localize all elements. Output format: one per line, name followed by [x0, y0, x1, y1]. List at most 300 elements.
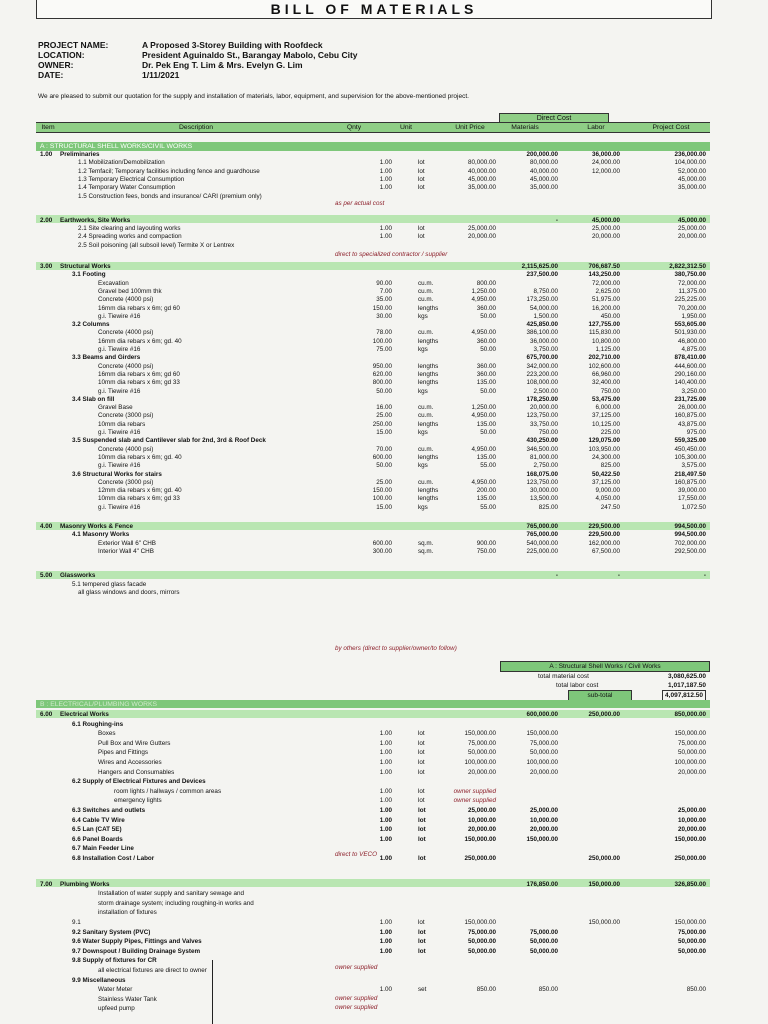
cell-lab: 115,830.00	[588, 329, 620, 337]
cell-cost: 104,000.00	[674, 159, 706, 167]
table-row	[36, 825, 710, 834]
cell-price: 900.00	[476, 539, 496, 547]
cell-desc: g.i. Tiewire #16	[98, 462, 141, 470]
table-row	[36, 796, 710, 805]
cell-lab: 37,125.00	[591, 478, 620, 486]
cell-desc: 3.4 Slab on fill	[72, 395, 115, 403]
cell-qty: 1.00	[379, 175, 392, 183]
cell-cost: 17,550.00	[677, 495, 706, 503]
cell-cost: 46,800.00	[677, 337, 706, 345]
cell-lab: 50,422.50	[591, 470, 620, 478]
cell-desc: 9.6 Water Supply Pipes, Fittings and Valves	[72, 938, 202, 946]
cell-lab: 250,000.00	[588, 711, 620, 718]
cell-price: 360.00	[476, 370, 496, 378]
table-row	[36, 748, 710, 757]
cell-qty: 150.00	[372, 487, 392, 495]
cell-mat: 150,000.00	[526, 730, 558, 738]
cell-lab: 20,000.00	[591, 233, 620, 241]
cell-lab: 150,000.00	[588, 880, 620, 888]
table-row	[36, 918, 710, 927]
cell-qty: 1.00	[379, 797, 392, 805]
table-row	[36, 710, 710, 719]
cell-cost: 45,000.00	[677, 175, 706, 183]
cell-item: 6.00	[40, 711, 53, 718]
cell-qty: 90.00	[376, 279, 392, 287]
cell-unit: lot	[418, 739, 425, 747]
cell-desc: Concrete (4000 psi)	[98, 362, 154, 370]
cell-cost: 994,500.00	[674, 523, 706, 530]
table-row	[36, 835, 710, 844]
cell-qty: 620.00	[372, 370, 392, 378]
column-header: Project Cost	[652, 124, 690, 131]
cell-desc: upfeed pump	[98, 1005, 135, 1013]
cell-lab: 25,000.00	[591, 225, 620, 233]
cell-price: 50.00	[480, 312, 496, 320]
cell-unit: kgs	[418, 387, 428, 395]
note-owner-supplied: owner supplied	[335, 1004, 378, 1011]
cell-unit: kgs	[418, 503, 428, 511]
cell-item: 7.00	[40, 880, 53, 888]
cell-desc: 2.1 Site clearing and layouting works	[78, 225, 181, 233]
cell-cost: 1,950.00	[681, 312, 706, 320]
direct-cost-header: Direct Cost	[499, 113, 609, 123]
cell-mat: 430,250.00	[526, 437, 558, 445]
cell-lab: 53,475.00	[591, 395, 620, 403]
cell-price: 150,000.00	[464, 919, 496, 926]
cell-lab: 162,000.00	[588, 539, 620, 547]
cell-cost: 75,000.00	[677, 928, 706, 936]
cell-desc: 9.8 Supply of fixtures for CR	[72, 957, 157, 965]
section-a-band: A : STRUCTURAL SHELL WORKS/CIVIL WORKS	[36, 142, 710, 151]
cell-mat: 100,000.00	[526, 759, 558, 766]
cell-price: 80,000.00	[467, 159, 496, 167]
cell-cost: 140,400.00	[674, 379, 706, 387]
table-row	[36, 547, 710, 556]
cell-lab: 150,000.00	[588, 919, 620, 926]
cell-cost: 292,500.00	[674, 547, 706, 555]
cell-price: 150,000.00	[464, 730, 496, 738]
cell-mat: 75,000.00	[529, 739, 558, 747]
cell-price: 55.00	[480, 503, 496, 511]
cell-cost: 150,000.00	[674, 730, 706, 738]
cell-mat: 123,750.00	[526, 478, 558, 486]
cell-desc: 3.6 Structural Works for stairs	[72, 470, 162, 478]
cell-desc: all electrical fixtures are direct to owner	[98, 967, 207, 974]
cell-qty: 100.00	[372, 337, 392, 345]
note-direct-veco: direct to VECO	[335, 851, 377, 858]
cell-desc: Boxes	[98, 730, 116, 738]
cell-desc: 4.1 Masonry Works	[72, 531, 130, 539]
cell-price: 50,000.00	[467, 938, 496, 946]
cell-unit: cu.m.	[418, 296, 434, 304]
cell-item: 4.00	[40, 523, 53, 530]
cell-qty: 25.00	[376, 412, 392, 420]
cell-unit: lot	[418, 759, 425, 766]
project-field-value: 1/11/2021	[142, 70, 180, 80]
cell-lab: 825.00	[600, 462, 620, 470]
table-row	[36, 720, 710, 729]
cell-cost: 35,000.00	[677, 184, 706, 192]
cell-mat: -	[555, 216, 558, 224]
cell-cost: 70,200.00	[677, 304, 706, 312]
cell-desc: Hangers and Consumables	[98, 768, 175, 776]
cell-item: 2.00	[40, 216, 53, 224]
cell-mat: 25,000.00	[529, 807, 558, 814]
cell-cost: 45,000.00	[677, 216, 706, 224]
cell-price: 4,950.00	[471, 478, 496, 486]
cell-lab: 750.00	[600, 387, 620, 395]
cell-price: owner supplied	[453, 797, 496, 805]
cell-cost: 52,000.00	[677, 167, 706, 175]
cell-price: 20,000.00	[467, 826, 496, 834]
cell-mat: 35,000.00	[529, 184, 558, 192]
column-header: Description	[179, 124, 213, 131]
cell-unit: kgs	[418, 346, 428, 353]
cell-price: 135.00	[476, 453, 496, 461]
cell-desc: 6.5 Lan (CAT 5E)	[72, 826, 122, 834]
cell-item: 3.00	[40, 263, 53, 270]
cell-desc: 16mm dia rebars x 6m; gd 60	[98, 370, 180, 378]
summary-value: 1,017,187.50	[668, 682, 706, 689]
column-header: Unit Price	[455, 124, 485, 131]
cell-mat: 825.00	[538, 503, 558, 511]
cell-qty: 1.00	[379, 928, 392, 936]
cell-mat: 750.00	[538, 429, 558, 436]
cell-lab: 66,960.00	[591, 370, 620, 378]
cell-cost: 218,497.50	[674, 470, 706, 478]
cell-qty: 950.00	[372, 362, 392, 370]
cell-mat: 176,850.00	[526, 880, 558, 888]
project-field-label: OWNER:	[38, 60, 74, 70]
cell-cost: 150,000.00	[674, 835, 706, 843]
cell-qty: 78.00	[376, 329, 392, 337]
cell-cost: 225,225.00	[674, 296, 706, 304]
cell-qty: 50.00	[376, 387, 392, 395]
cell-desc: 9.7 Downspout / Building Drainage System	[72, 947, 201, 955]
cell-price: 135.00	[476, 420, 496, 428]
cell-price: 4,950.00	[471, 329, 496, 337]
cell-cost: 50,000.00	[677, 938, 706, 946]
table-row	[36, 588, 710, 597]
cell-cost: 380,750.00	[674, 271, 706, 279]
cell-cost: 236,000.00	[674, 151, 706, 158]
cell-price: 50.00	[480, 429, 496, 436]
summary-total-labor	[500, 681, 710, 690]
cell-cost: 878,410.00	[674, 354, 706, 362]
cell-price: 200.00	[476, 487, 496, 495]
cell-desc: Concrete (3000 psi)	[98, 412, 154, 420]
cell-cost: 160,875.00	[674, 478, 706, 486]
cell-desc: Pull Box and Wire Gutters	[98, 739, 171, 747]
cell-cost: 10,000.00	[677, 816, 706, 824]
cell-cost: 231,725.00	[674, 395, 706, 403]
cell-lab: 6,000.00	[595, 404, 620, 412]
cell-desc: g.i. Tiewire #16	[98, 387, 141, 395]
cell-desc: Water Meter	[98, 986, 133, 994]
cell-unit: lot	[418, 816, 426, 824]
cell-qty: 1.00	[379, 986, 392, 994]
cell-cost: 25,000.00	[677, 807, 706, 814]
cell-mat: 225,000.00	[526, 547, 558, 555]
cell-qty: 7.00	[379, 287, 392, 295]
table-row	[36, 928, 710, 937]
cell-qty: 30.00	[376, 312, 392, 320]
summary-label: total material cost	[538, 673, 589, 680]
cell-cost: 50,000.00	[677, 947, 706, 955]
cell-cost: 43,875.00	[677, 420, 706, 428]
cell-unit: lengths	[418, 370, 439, 378]
cell-unit: lot	[418, 167, 425, 175]
cell-desc: 6.6 Panel Boards	[72, 835, 123, 843]
table-row	[36, 241, 710, 250]
project-field-value: President Aguinaldo St., Barangay Mabolo, Cebu City	[142, 50, 358, 60]
cell-mat: 3,750.00	[533, 346, 558, 353]
cell-mat: 2,500.00	[533, 387, 558, 395]
page-title: BILL OF MATERIALS	[36, 0, 712, 19]
table-row	[36, 777, 710, 786]
cell-desc: g.i. Tiewire #16	[98, 346, 141, 353]
cell-lab: 51,975.00	[591, 296, 620, 304]
cell-qty: 1.00	[379, 826, 392, 834]
summary-a-header: A : Structural Shell Works / Civil Works	[500, 661, 710, 672]
cell-unit: cu.m.	[418, 445, 434, 453]
cell-qty: 1.00	[379, 759, 392, 766]
table-row	[36, 739, 710, 748]
cell-lab: 32,400.00	[591, 379, 620, 387]
cell-mat: 13,500.00	[529, 495, 558, 503]
table-row	[36, 816, 710, 825]
cell-cost: 50,000.00	[677, 749, 706, 757]
cell-cost: 20,000.00	[677, 233, 706, 241]
cell-unit: lot	[418, 768, 425, 776]
cell-unit: lot	[418, 787, 425, 795]
cell-qty: 1.00	[379, 938, 392, 946]
cell-price: 150,000.00	[464, 835, 496, 843]
cell-qty: 300.00	[372, 547, 392, 555]
cell-price: 850.00	[476, 986, 496, 994]
cell-mat: 40,000.00	[529, 167, 558, 175]
cell-desc: Stainless Water Tank	[98, 995, 157, 1003]
cell-desc: 3.5 Suspended slab and Cantilever slab for 2nd, 3rd & Roof Deck	[72, 437, 266, 445]
cell-desc: 10mm dia rebars	[98, 420, 146, 428]
cell-unit: cu.m.	[418, 412, 434, 420]
table-row	[36, 976, 710, 985]
cell-cost: 559,325.00	[674, 437, 706, 445]
cell-lab: 24,000.00	[591, 159, 620, 167]
cell-unit: lengths	[418, 487, 439, 495]
cell-cost: -	[703, 572, 706, 580]
cell-unit: set	[418, 986, 427, 994]
cell-mat: 81,000.00	[529, 453, 558, 461]
column-header: Unit	[399, 124, 413, 131]
note-by-others: by others (direct to supplier/owner/to follow)	[335, 645, 457, 652]
cell-unit: cu.m.	[418, 287, 434, 295]
cell-lab: 1,125.00	[595, 346, 620, 353]
cell-desc: Excavation	[98, 279, 129, 287]
cell-qty: 600.00	[372, 453, 392, 461]
cell-unit: lot	[418, 835, 426, 843]
cell-cost: 501,930.00	[674, 329, 706, 337]
cell-mat: 36,000.00	[529, 337, 558, 345]
cell-price: 360.00	[476, 304, 496, 312]
cell-mat: 342,000.00	[526, 362, 558, 370]
note-actual-cost: as per actual cost	[335, 200, 385, 207]
cell-mat: 765,000.00	[526, 523, 558, 530]
cell-desc: Concrete (4000 psi)	[98, 329, 154, 337]
cell-price: 750.00	[476, 547, 496, 555]
project-field-label: DATE:	[38, 70, 64, 80]
cell-lab: 247.50	[600, 503, 620, 511]
cell-qty: 250.00	[372, 420, 392, 428]
cell-desc: 1.4 Temporary Water Consumption	[78, 184, 176, 192]
table-row	[36, 937, 710, 946]
cell-unit: lengths	[418, 379, 439, 387]
cell-price: owner supplied	[453, 787, 496, 795]
cell-price: 250,000.00	[464, 855, 496, 862]
cell-lab: 10,800.00	[591, 337, 620, 345]
cell-desc: 6.7 Main Feeder Line	[72, 845, 134, 853]
cell-cost: 702,000.00	[674, 539, 706, 547]
cell-lab: 143,250.00	[588, 271, 620, 279]
project-field-value: Dr. Pek Eng T. Lim & Mrs. Evelyn G. Lim	[142, 60, 303, 70]
cell-price: 360.00	[476, 337, 496, 345]
cell-mat: 178,250.00	[526, 395, 558, 403]
cell-cost: 290,160.00	[674, 370, 706, 378]
cell-desc: Concrete (3000 psi)	[98, 478, 154, 486]
table-row	[36, 806, 710, 815]
cell-price: 50.00	[480, 387, 496, 395]
cell-desc: storm drainage system; including roughing-in works and	[98, 899, 254, 907]
summary-value: 3,080,625.00	[668, 673, 706, 680]
table-row	[36, 787, 710, 796]
cell-cost: 450,450.00	[674, 445, 706, 453]
cell-unit: lot	[418, 807, 426, 814]
cell-qty: 1.00	[379, 739, 392, 747]
cell-mat: 600,000.00	[526, 711, 558, 718]
note-direct-contractor: direct to specialized contractor / supplier	[335, 251, 448, 258]
cell-price: 4,950.00	[471, 445, 496, 453]
cell-qty: 1.00	[379, 919, 392, 926]
table-row	[36, 908, 710, 917]
cell-lab: 72,000.00	[591, 279, 620, 287]
cell-mat: 45,000.00	[529, 175, 558, 183]
cell-cost: 3,250.00	[681, 387, 706, 395]
cell-price: 20,000.00	[467, 768, 496, 776]
cell-qty: 25.00	[376, 478, 392, 486]
cell-price: 50,000.00	[467, 749, 496, 757]
cell-cost: 160,875.00	[674, 412, 706, 420]
cell-desc: 1.2 Temfacil; Temporary facilities including fence and guardhouse	[78, 167, 260, 175]
cell-qty: 1.00	[379, 947, 392, 955]
cell-qty: 1.00	[379, 807, 392, 814]
table-header	[36, 122, 710, 133]
cell-cost: 326,850.00	[674, 880, 706, 888]
cell-unit: lengths	[418, 495, 439, 503]
cell-cost: 553,605.00	[674, 321, 706, 329]
cell-mat: 386,100.00	[526, 329, 558, 337]
cell-desc: 5.1 tempered glass facade	[72, 580, 147, 588]
cell-lab: 250,000.00	[588, 855, 620, 862]
cell-qty: 75.00	[376, 346, 392, 353]
cell-lab: 9,000.00	[595, 487, 620, 495]
cell-desc: Interior Wall 4" CHB	[98, 547, 154, 555]
cell-price: 50.00	[480, 346, 496, 353]
cell-qty: 1.00	[379, 855, 392, 862]
cell-mat: 10,000.00	[529, 816, 558, 824]
cell-lab: 102,600.00	[588, 362, 620, 370]
cell-mat: 20,000.00	[529, 768, 558, 776]
cell-price: 25,000.00	[467, 807, 496, 814]
cell-cost: 75,000.00	[677, 739, 706, 747]
cell-desc: 6.8 Installation Cost / Labor	[72, 855, 155, 862]
cell-qty: 1.00	[379, 233, 392, 241]
cell-mat: 168,075.00	[526, 470, 558, 478]
cell-desc: Glassworks	[60, 572, 96, 580]
cell-lab: 229,500.00	[588, 523, 620, 530]
cell-unit: lot	[418, 233, 425, 241]
cell-desc: Structural Works	[60, 263, 111, 270]
cell-desc: 10mm dia rebars x 6m; gd 33	[98, 379, 180, 387]
cell-mat: 765,000.00	[526, 531, 558, 539]
cell-price: 1,250.00	[471, 404, 496, 412]
cell-lab: 129,075.00	[588, 437, 620, 445]
cell-lab: 36,000.00	[591, 151, 620, 158]
cell-lab: -	[617, 572, 620, 580]
cell-lab: 225.00	[600, 429, 620, 436]
cell-desc: Gravel Base	[98, 404, 133, 412]
cell-item: 5.00	[40, 572, 53, 580]
summary-label: total labor cost	[556, 682, 599, 689]
cell-desc: g.i. Tiewire #16	[98, 429, 141, 436]
cell-mat: 20,000.00	[529, 826, 558, 834]
cell-desc: 6.4 Cable TV Wire	[72, 816, 125, 824]
cell-desc: Earthworks, Site Works	[60, 216, 131, 224]
cell-lab: 12,000.00	[591, 167, 620, 175]
cell-desc: 6.2 Supply of Electrical Fixtures and Devices	[72, 778, 206, 786]
cell-mat: 33,750.00	[529, 420, 558, 428]
cell-qty: 1.00	[379, 787, 392, 795]
cell-unit: lot	[418, 855, 426, 862]
cell-mat: 8,750.00	[533, 287, 558, 295]
cell-qty: 150.00	[372, 304, 392, 312]
cell-lab: 202,710.00	[588, 354, 620, 362]
cell-unit: lot	[418, 947, 426, 955]
cell-price: 10,000.00	[467, 816, 496, 824]
cell-mat: 80,000.00	[529, 159, 558, 167]
cell-desc: Concrete (4000 psi)	[98, 445, 154, 453]
cell-price: 20,000.00	[467, 233, 496, 241]
cell-unit: lengths	[418, 420, 439, 428]
cell-desc: 9.1	[72, 919, 81, 926]
cell-unit: lot	[418, 730, 425, 738]
cell-qty: 1.00	[379, 768, 392, 776]
cell-qty: 35.00	[376, 296, 392, 304]
cell-price: 360.00	[476, 362, 496, 370]
cell-price: 135.00	[476, 379, 496, 387]
cell-desc: installation of fixtures	[98, 909, 157, 917]
cell-price: 4,950.00	[471, 412, 496, 420]
column-header: Qnty	[346, 124, 362, 131]
cell-desc: Concrete (4000 psi)	[98, 296, 154, 304]
cell-lab: 706,687.50	[588, 263, 620, 270]
table-row	[36, 729, 710, 738]
cell-desc: 10mm dia rebars x 6m; gd 33	[98, 495, 180, 503]
summary-a	[500, 661, 710, 699]
table-row	[36, 947, 710, 956]
cell-unit: lengths	[418, 337, 439, 345]
cell-desc: 3.3 Beams and Girders	[72, 354, 141, 362]
cell-mat: 50,000.00	[529, 947, 558, 955]
